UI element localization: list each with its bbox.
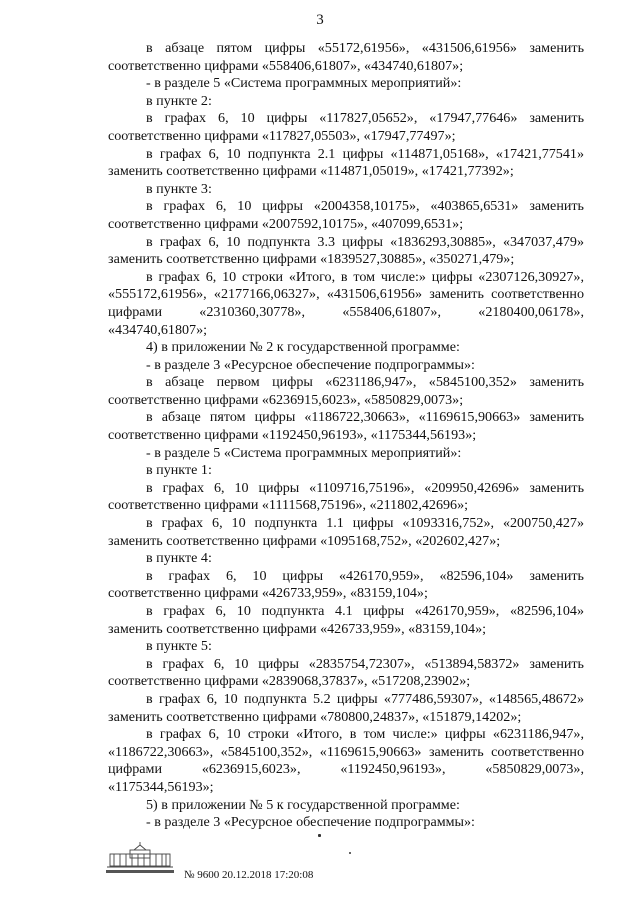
- paragraph: в абзаце пятом цифры «55172,61956», «431506,61956» заменить соответственно цифрами «558406,61807», «434740,61807»;: [108, 40, 584, 74]
- paragraph: в графах 6, 10 подпункта 5.2 цифры «777486,59307», «148565,48672» заменить соответственно цифрами «780800,24837», «151879,14202»;: [108, 690, 584, 725]
- paragraph: в абзаце первом цифры «6231186,947», «5845100,352» заменить соответственно цифрами «6236915,6023», «5850829,0073»;: [108, 374, 584, 408]
- page-number: 3: [316, 12, 324, 28]
- document-registration-stamp: № 9600 20.12.2018 17:20:08: [184, 869, 314, 881]
- paragraph: в графах 6, 10 строки «Итого, в том числе:» цифры «6231186,947», «1186722,30663», «5845100,352», «1169615,90663» заменить соответственно: [108, 726, 584, 760]
- paragraph: - в разделе 3 «Ресурсное обеспечение подпрограммы»:: [146, 356, 475, 373]
- paragraph: - в разделе 3 «Ресурсное обеспечение подпрограммы»:: [146, 814, 475, 831]
- government-building-logo-icon: [104, 840, 176, 878]
- paragraph: - в разделе 5 «Система программных мероприятий»:: [146, 444, 462, 461]
- paragraph: в графах 6, 10 подпункта 2.1 цифры «114871,05168», «17421,77541» заменить соответственно цифрами «114871,05019», «17421,77392»;: [108, 145, 584, 180]
- paragraph: в графах 6, 10 цифры «1109716,75196», «209950,42696» заменить соответственно цифрами «1111568,75196», «211802,42696»;: [108, 479, 584, 514]
- paragraph: в графах 6, 10 цифры «2004358,10175», «403865,6531» заменить соответственно цифрами «2007592,10175», «407099,6531»;: [108, 198, 584, 232]
- paragraph: - в разделе 5 «Система программных мероприятий»:: [146, 75, 462, 92]
- footer: [104, 840, 404, 890]
- paragraph: в графах 6, 10 цифры «117827,05652», «17947,77646» заменить соответственно цифрами «117827,05503», «17947,77497»;: [108, 110, 584, 144]
- paragraph: цифрами «6236915,6023», «1192450,96193», «5850829,0073»,: [108, 761, 584, 778]
- paragraph: в пункте 3:: [146, 180, 212, 197]
- paragraph: «434740,61807»;: [108, 321, 208, 338]
- document-body: [108, 40, 584, 832]
- paragraph: в абзаце пятом цифры «1186722,30663», «1169615,90663» заменить соответственно цифрами «1192450,96193», «1175344,56193»;: [108, 409, 584, 444]
- paragraph: в графах 6, 10 цифры «2835754,72307», «513894,58372» заменить соответственно цифрами «2839068,37837», «517208,23902»;: [108, 655, 584, 690]
- paragraph: в пункте 2:: [146, 92, 212, 109]
- paragraph: «1175344,56193»;: [108, 778, 214, 795]
- paragraph: в графах 6, 10 подпункта 1.1 цифры «1093316,752», «200750,427» заменить соответственно цифрами «1095168,752», «202602,427»;: [108, 515, 584, 549]
- paragraph: в графах 6, 10 подпункта 4.1 цифры «426170,959», «82596,104» заменить соответственно цифрами «426733,959», «83159,104»;: [108, 603, 584, 637]
- paragraph: в графах 6, 10 строки «Итого, в том числе:» цифры «2307126,30927», «555172,61956», «2177166,06327», «431506,61956» заменить соответственно: [108, 268, 584, 303]
- paragraph: в графах 6, 10 подпункта 3.3 цифры «1836293,30885», «347037,479» заменить соответственно цифрами «1839527,30885», «350271,479»;: [108, 233, 584, 268]
- paragraph: в пункте 1:: [146, 462, 212, 479]
- paragraph: в графах 6, 10 цифры «426170,959», «82596,104» заменить соответственно цифрами «426733,959», «83159,104»;: [108, 567, 584, 602]
- paragraph: 5) в приложении № 5 к государственной программе:: [146, 796, 460, 813]
- scan-speck: [349, 852, 351, 854]
- paragraph: в пункте 4:: [146, 550, 212, 567]
- paragraph: 4) в приложении № 2 к государственной программе:: [146, 339, 460, 356]
- paragraph: в пункте 5:: [146, 638, 212, 655]
- paragraph: цифрами «2310360,30778», «558406,61807», «2180400,06178»,: [108, 303, 584, 320]
- scan-speck: [318, 834, 321, 837]
